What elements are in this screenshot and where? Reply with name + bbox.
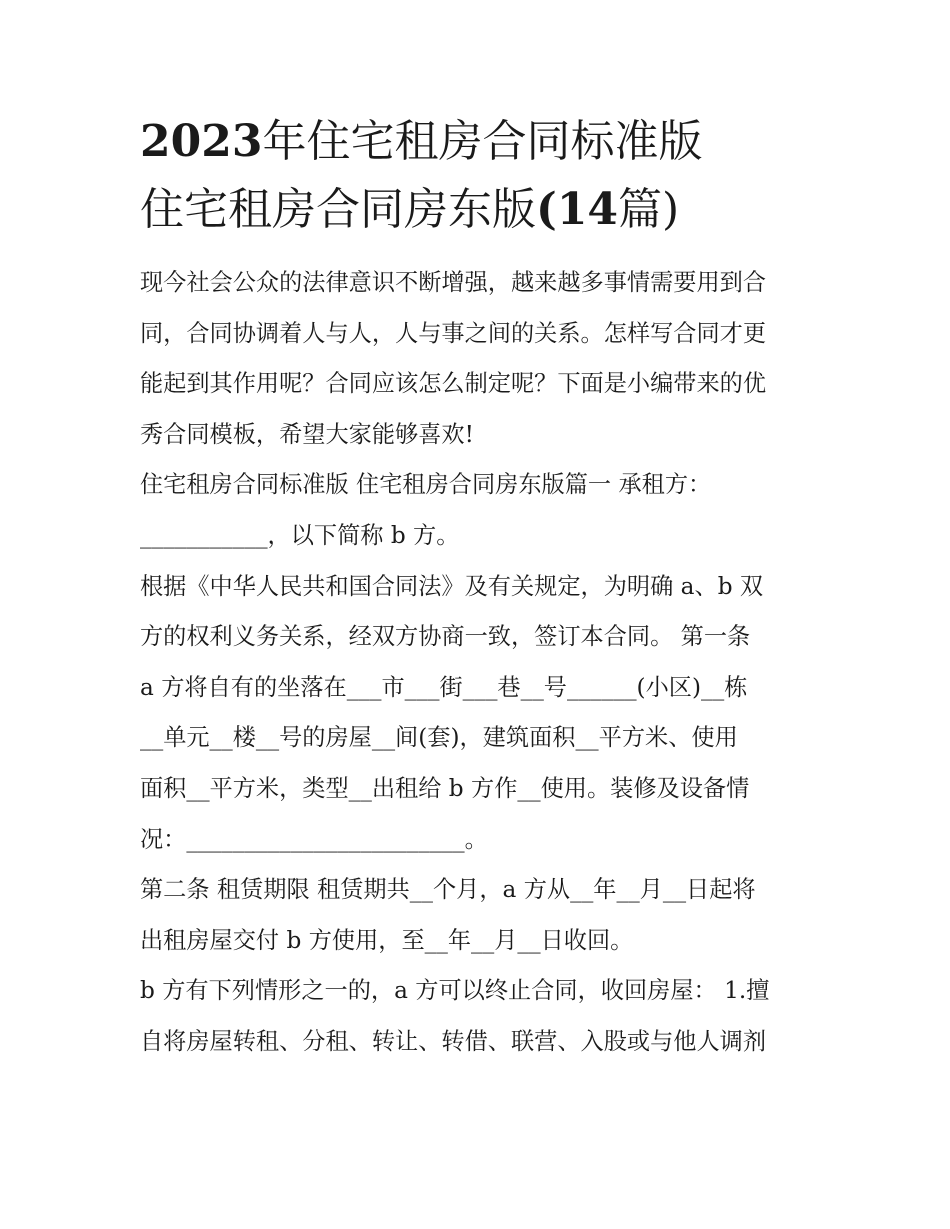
text-line: 秀合同模板，希望大家能够喜欢! [140,420,474,448]
title-count: (14 [536,184,619,235]
text-line: 现今社会公众的法律意识不断增强，越来越多事情需要用到合 [140,269,767,296]
text-line: 出租房屋交付 b 方使用，至__年__月__日收回。 [140,926,634,954]
text-line: ___________，以下简称 b 方。 [140,521,460,549]
paragraph-article-1 [140,562,830,866]
text-line: 同，合同协调着人与人，人与事之间的关系。怎样写合同才更 [140,319,767,347]
title-line-1-text: 年住宅租房合同标准版 [262,116,703,167]
text-line: 住宅租房合同标准版 住宅租房合同房东版篇一 承租方： [140,471,712,499]
text-line: a 方将自有的坐落在___市___街___巷__号______(小区)__栋 [140,673,748,701]
text-line: 面积__平方米，类型__出租给 b 方作__使用。装修及设备情 [140,774,750,802]
paragraph-lessee [140,460,830,561]
text-line: 能起到其作用呢？合同应该怎么制定呢？下面是小编带来的优 [140,370,767,398]
document-body [140,258,830,1068]
title-line-2-text: 住宅租房合同房东版 [140,184,536,235]
text-line: 根据《中华人民共和国合同法》及有关规定，为明确 a、b 双 [140,572,764,600]
title-year: 2023 [140,116,263,167]
text-line: 自将房屋转租、分租、转让、转借、联营、入股或与他人调剂 [140,1027,767,1055]
title-line-2-tail: 篇) [618,184,680,235]
paragraph-termination [140,966,830,1067]
text-line: 方的权利义务关系，经双方协商一致，签订本合同。 第一条 [140,623,751,651]
text-line: 第二条 租赁期限 租赁期共__个月，a 方从__年__月__日起将 [140,876,756,904]
text-line: 况：________________________。 [140,825,488,853]
title-line-2 [140,176,830,244]
paragraph-article-2 [140,865,830,966]
text-line: __单元__楼__号的房屋__间(套)，建筑面积__平方米、使用 [140,724,738,752]
document-title [140,108,830,244]
text-line: b 方有下列情形之一的，a 方可以终止合同，收回房屋： 1.擅 [140,977,770,1005]
title-line-1 [140,108,830,176]
paragraph-intro [140,258,830,460]
